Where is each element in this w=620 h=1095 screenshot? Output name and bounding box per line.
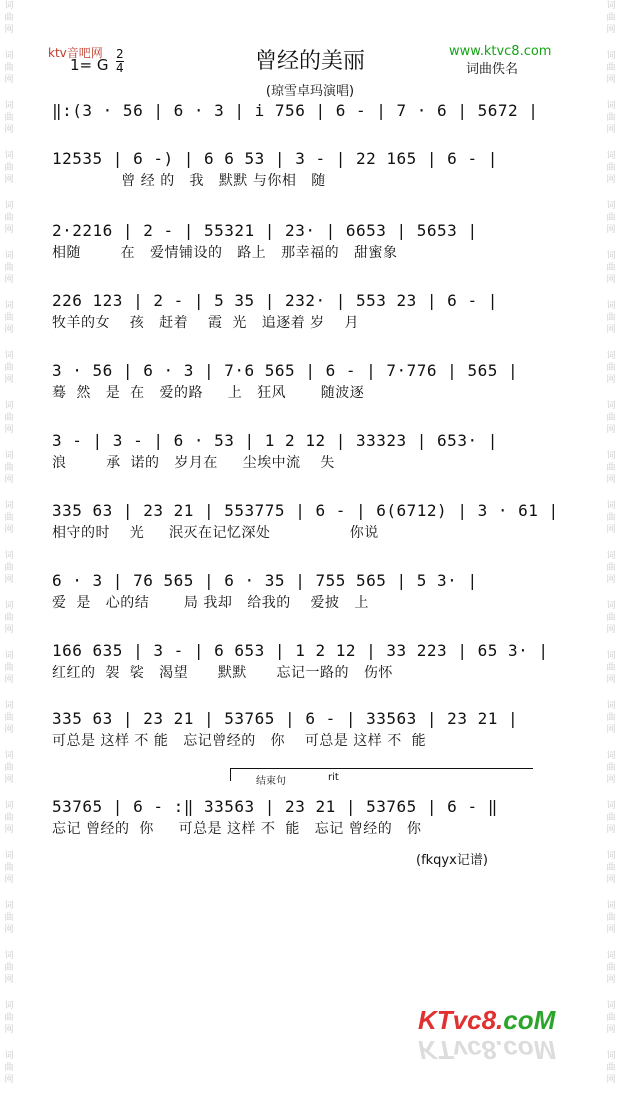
song-title: 曾经的美丽 bbox=[254, 49, 365, 74]
lyric-row: 红红的 袈 裟 渴望 默默 忘记一路的 伤怀 bbox=[52, 665, 393, 681]
score-line-10 bbox=[52, 708, 552, 752]
score-line-9 bbox=[52, 640, 552, 684]
lyric-row: 相守的时 光 泯灭在记忆深处 你说 bbox=[52, 525, 379, 541]
site-logo bbox=[418, 1005, 555, 1036]
score-line-1 bbox=[52, 100, 552, 144]
notation-row: 335 63 | 23 21 | 553775 | 6 - | 6(6712) | 3 · 61 | bbox=[52, 501, 559, 520]
notation-row: 335 63 | 23 21 | 53765 | 6 - | 33563 | 23 21 | bbox=[52, 709, 519, 728]
notation-row: 6 · 3 | 76 565 | 6 · 35 | 755 565 | 5 3· | bbox=[52, 571, 478, 590]
lyric-row: 蓦 然 是 在 爱的路 上 狂风 随波逐 bbox=[52, 385, 365, 401]
score-line-6 bbox=[52, 430, 552, 474]
composer-credit: 词曲佚名 bbox=[466, 62, 519, 77]
notation-row: 3 · 56 | 6 · 3 | 7·6 565 | 6 - | 7·776 | 565 | bbox=[52, 361, 519, 380]
notation-row: 2·2216 | 2 - | 55321 | 23· | 6653 | 5653 | bbox=[52, 221, 478, 240]
score-line-8 bbox=[52, 570, 552, 614]
score-line-2 bbox=[52, 148, 552, 192]
score-line-5 bbox=[52, 360, 552, 404]
transcriber-credit: (fkqyx记谱) bbox=[416, 853, 488, 868]
notation-row: ‖:(3 · 56 | 6 · 3 | i 756 | 6 - | 7 · 6 | 5672 | bbox=[52, 101, 539, 120]
lyric-row bbox=[52, 122, 552, 144]
site-url: www.ktvc8.com bbox=[449, 44, 552, 59]
watermark-column-left: 词 曲 网 词 曲 网 词 曲 网 词 曲 网 词 曲 网 词 曲 网 词 曲 网 词 曲 网 词 曲 网 词 曲 网 词 曲 网 词 曲 网 词 曲 网 词 曲 网 词 曲 网 词 曲 网 词 曲 网 词 曲 网 词 曲 网 词 曲 网 词 曲 网 词 曲 网 bbox=[4, 1, 14, 1085]
lyric-row: 牧羊的女 孩 赶着 霞 光 追逐着 岁 月 bbox=[52, 315, 359, 331]
logo-part-1: KTvc8. bbox=[418, 1005, 504, 1035]
notation-row: 226 123 | 2 - | 5 35 | 232· | 553 23 | 6 - | bbox=[52, 291, 498, 310]
notation-row: 166 635 | 3 - | 6 653 | 1 2 12 | 33 223 | 65 3· | bbox=[52, 641, 549, 660]
lyric-row: 曾 经 的 我 默默 与你相 随 bbox=[52, 173, 326, 189]
score-line-7 bbox=[52, 500, 559, 544]
ending-label: 结束句 bbox=[256, 776, 286, 787]
lyric-row: 可总是 这样 不 能 忘记曾经的 你 可总是 这样 不 能 bbox=[52, 733, 427, 749]
lyric-row: 忘记 曾经的 你 可总是 这样 不 能 忘记 曾经的 你 bbox=[52, 821, 422, 837]
score-line-11 bbox=[52, 796, 552, 840]
lyric-row: 相随 在 爱情铺设的 路上 那幸福的 甜蜜象 bbox=[52, 245, 398, 261]
notation-row: 3 - | 3 - | 6 · 53 | 1 2 12 | 33323 | 653· | bbox=[52, 431, 498, 450]
notation-row: 12535 | 6 -) | 6 6 53 | 3 - | 22 165 | 6 - | bbox=[52, 149, 498, 168]
meter-denominator: 4 bbox=[116, 61, 124, 75]
ritardando-mark: rit bbox=[328, 772, 339, 783]
logo-part-2: coM bbox=[503, 1005, 556, 1035]
score-line-3 bbox=[52, 220, 552, 264]
lyric-row: 爱 是 心的结 局 我却 给我的 爱披 上 bbox=[52, 595, 369, 611]
watermark-column-right: 词 曲 网 词 曲 网 词 曲 网 词 曲 网 词 曲 网 词 曲 网 词 曲 网 词 曲 网 词 曲 网 词 曲 网 词 曲 网 词 曲 网 词 曲 网 词 曲 网 词 曲 网 词 曲 网 词 曲 网 词 曲 网 词 曲 网 词 曲 网 词 曲 网 词 曲 网 bbox=[606, 1, 616, 1085]
song-subtitle: (琼雪卓玛演唱) bbox=[265, 84, 355, 99]
key-signature: 1= G bbox=[70, 56, 109, 74]
score-line-4 bbox=[52, 290, 552, 334]
lyric-row: 浪 承 诺的 岁月在 尘埃中流 失 bbox=[52, 455, 335, 471]
logo-reflection: KTvc8.coM bbox=[418, 1035, 556, 1065]
notation-row: 53765 | 6 - :‖ 33563 | 23 21 | 53765 | 6 - ‖ bbox=[52, 797, 498, 816]
meter-numerator: 2 bbox=[116, 47, 124, 61]
site-watermark-left: ktv音吧网 bbox=[48, 46, 103, 60]
